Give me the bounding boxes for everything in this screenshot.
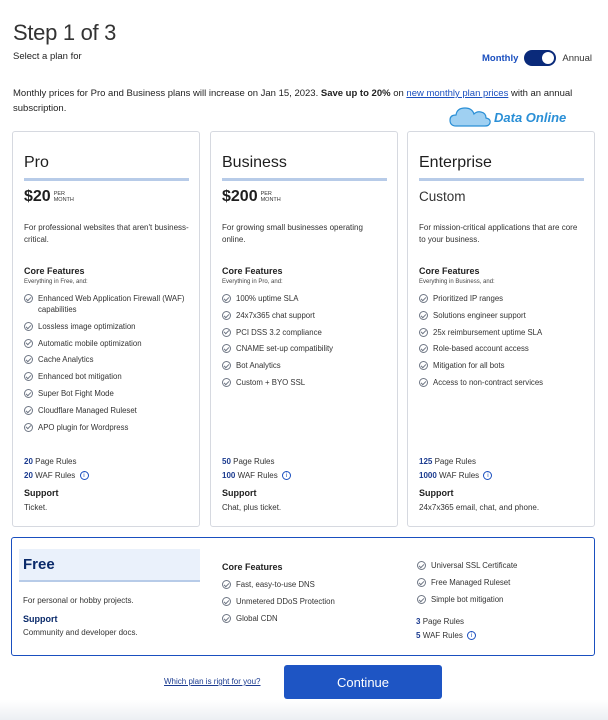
plan-rules [24,455,89,483]
waf-rules-line [222,469,291,483]
plan-name: Enterprise [419,154,492,171]
feature-text: Super Bot Fight Mode [38,388,114,398]
billing-annual-label[interactable]: Annual [562,52,592,64]
check-circle-icon [24,355,33,364]
feature-text: Role-based account access [433,344,529,354]
feature-text: Cloudflare Managed Ruleset [38,405,137,415]
step-title: Step 1 of 3 [13,20,117,45]
bottom-fade [0,700,608,720]
waf-rules-label: WAF Rules [439,471,480,480]
feature-text: Unmetered DDoS Protection [236,597,335,606]
feature-item [419,293,589,304]
feature-item [417,560,517,571]
price-month: MONTH [260,197,281,203]
feature-item [419,310,589,321]
check-circle-icon [222,344,231,353]
check-circle-icon [24,406,33,415]
plan-card-free[interactable] [11,537,595,656]
plan-card-pro[interactable] [12,131,200,527]
support-text: 24x7x365 email, chat, and phone. [419,503,540,512]
page-rules-line [416,615,476,629]
feature-list [222,293,392,394]
page-rules-label: Page Rules [233,457,275,466]
plan-price [24,188,74,206]
feature-text: Access to non-contract services [433,377,544,387]
feature-item [419,343,589,354]
feature-item [419,327,589,338]
page-rules-label: Page Rules [422,617,465,626]
page-rules-count: 20 [24,457,33,466]
feature-text: Fast, easy-to-use DNS [236,580,315,589]
feature-text: Automatic mobile optimization [38,338,142,348]
plan-card-business[interactable] [210,131,398,527]
plan-divider [222,178,387,181]
notice-savings: Save up to 20% [320,88,391,99]
billing-toggle-group [482,50,592,66]
notice-text-before: Monthly prices for Pro and Business plans will increase on Jan 15, 2023. [13,88,321,99]
page-rules-count: 125 [419,457,433,466]
feature-item [222,360,392,371]
waf-rules-count: 5 [416,631,421,640]
feature-item [24,338,194,349]
core-features-subtitle: Everything in Pro, and: [222,279,283,285]
info-icon[interactable]: i [282,471,291,480]
info-icon[interactable]: i [80,471,89,480]
core-features-title: Core Features [222,562,283,572]
feature-item [222,377,392,388]
plan-name: Pro [24,154,49,171]
plan-description: For growing small businesses operating online. [222,223,363,244]
check-circle-icon [419,344,428,353]
waf-rules-line [416,629,476,643]
page-rules-line [222,455,291,469]
check-circle-icon [24,389,33,398]
support-title: Support [23,614,58,624]
notice-text-mid: on [390,88,407,99]
feature-text: PCI DSS 3.2 compliance [236,327,322,337]
waf-rules-count: 1000 [419,471,437,480]
price-amount: $20 [24,188,51,205]
check-circle-icon [24,423,33,432]
feature-text: Global CDN [236,614,278,623]
plan-card-enterprise[interactable] [407,131,595,527]
feature-item [222,579,335,590]
price-period [261,191,281,203]
plan-name: Free [23,556,55,573]
watermark [448,104,566,130]
page-rules-count: 50 [222,457,231,466]
price-period [54,191,74,203]
feature-item [24,354,194,365]
page-rules-label: Page Rules [35,457,77,466]
core-features-subtitle: Everything in Free, and: [24,279,88,285]
core-features-subtitle: Everything in Business, and: [419,279,495,285]
feature-text: Prioritized IP ranges [433,294,504,303]
feature-text: Bot Analytics [236,361,281,371]
check-circle-icon [419,378,428,387]
feature-text: Mitigation for all bots [433,361,505,371]
feature-text: Lossless image optimization [38,321,136,331]
billing-cycle-toggle[interactable] [524,50,556,66]
feature-text: Universal SSL Certificate [431,561,518,570]
feature-text: Enhanced Web Application Firewall (WAF) capabilities [38,294,185,314]
price-per: PER [53,191,66,197]
plan-divider [24,178,189,181]
feature-item [222,613,335,624]
support-title: Support [222,488,257,498]
check-circle-icon [419,311,428,320]
waf-rules-line [24,469,89,483]
plan-description: For professional websites that aren't business-critical. [24,223,189,244]
feature-text: 24x7x365 chat support [236,310,315,320]
plan-price-custom: Custom [419,189,466,204]
feature-item [24,371,194,382]
feature-item [417,577,517,588]
toggle-knob [542,52,554,64]
feature-item [24,388,194,399]
feature-item [222,310,392,321]
plan-price [222,188,281,206]
price-amount: $200 [222,188,258,205]
check-circle-icon [419,294,428,303]
new-prices-link[interactable]: new monthly plan prices [406,88,509,99]
check-circle-icon [24,294,33,303]
check-circle-icon [222,580,231,589]
feature-item [222,293,392,304]
check-circle-icon [222,597,231,606]
feature-text: 25x reimbursement uptime SLA [433,327,543,337]
feature-text: Custom + BYO SSL [236,377,306,387]
page-rules-line [419,455,492,469]
check-circle-icon [222,328,231,337]
plan-description: For mission-critical applications that are core to your business. [419,223,578,244]
waf-rules-label: WAF Rules [422,631,463,640]
check-circle-icon [419,361,428,370]
feature-item [24,321,194,332]
feature-item [24,405,194,416]
check-circle-icon [222,311,231,320]
support-text: Chat, plus ticket. [222,503,282,512]
check-circle-icon [222,378,231,387]
billing-monthly-label[interactable]: Monthly [481,52,519,64]
feature-list [222,579,335,630]
waf-rules-count: 20 [24,471,33,480]
feature-item [24,422,194,433]
feature-item [24,293,194,315]
which-plan-link[interactable]: Which plan is right for you? [164,677,261,686]
page-rules-label: Page Rules [434,457,476,466]
feature-list [417,560,517,611]
support-text: Ticket. [24,503,48,512]
notice-text-after: with an annual subscription. [13,88,573,114]
feature-text: Cache Analytics [38,355,94,365]
plan-rules [419,455,492,483]
page-rules-count: 3 [416,617,421,626]
info-icon[interactable]: i [483,471,492,480]
check-circle-icon [24,372,33,381]
watermark-text: Data Online [494,109,567,125]
support-title: Support [24,488,59,498]
plan-divider [419,178,584,181]
info-icon[interactable]: i [467,631,476,640]
check-circle-icon [24,339,33,348]
page-rules-line [24,455,89,469]
check-circle-icon [417,578,426,587]
core-features-title: Core Features [419,266,480,276]
feature-text: CNAME set-up compatibility [236,344,334,354]
check-circle-icon [222,614,231,623]
feature-list [24,293,194,438]
core-features-title: Core Features [222,266,283,276]
plan-divider [19,580,200,582]
check-circle-icon [417,595,426,604]
check-circle-icon [222,361,231,370]
feature-text: Enhanced bot mitigation [38,372,122,382]
check-circle-icon [24,322,33,331]
plan-name: Business [222,154,287,171]
feature-item [419,360,589,371]
check-circle-icon [419,328,428,337]
check-circle-icon [417,561,426,570]
select-plan-subtitle: Select a plan for [13,51,82,62]
feature-text: APO plugin for Wordpress [38,422,129,432]
plan-description: For personal or hobby projects. [23,596,134,605]
check-circle-icon [222,294,231,303]
plan-rules [416,615,476,643]
price-month: MONTH [53,197,74,203]
feature-item [417,594,517,605]
feature-text: Solutions engineer support [433,310,526,320]
continue-button[interactable]: Continue [284,665,442,699]
feature-list [419,293,589,394]
feature-text: Simple bot mitigation [431,595,504,604]
price-per: PER [260,191,272,197]
feature-item [222,343,392,354]
cloud-icon [448,104,492,130]
core-features-title: Core Features [24,266,85,276]
waf-rules-label: WAF Rules [35,471,76,480]
plan-rules [222,455,291,483]
support-text: Community and developer docs. [23,628,138,637]
feature-item [222,327,392,338]
waf-rules-line [419,469,492,483]
feature-item [419,377,589,388]
feature-text: 100% uptime SLA [236,294,299,303]
support-title: Support [419,488,454,498]
waf-rules-label: WAF Rules [237,471,278,480]
feature-item [222,596,335,607]
waf-rules-count: 100 [222,471,236,480]
feature-text: Free Managed Ruleset [431,578,511,587]
